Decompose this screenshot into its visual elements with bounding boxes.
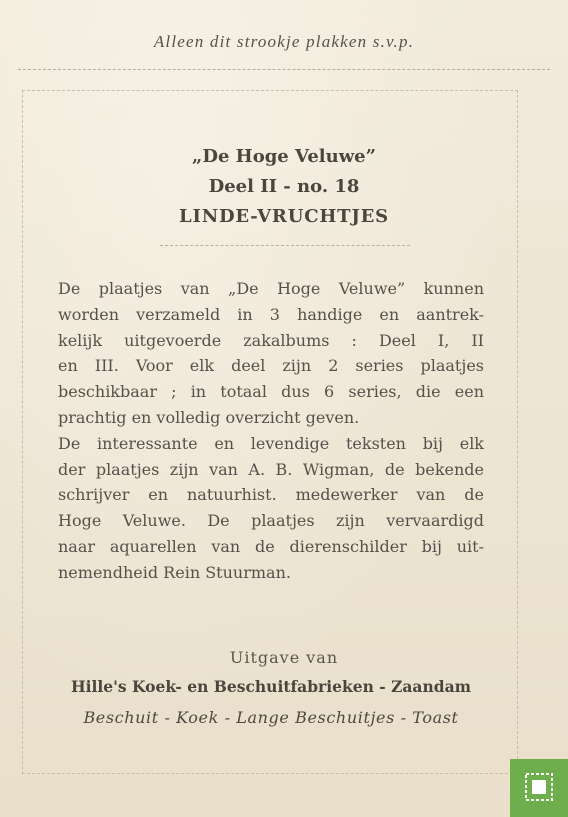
text-line: en III. Voor elk deel zijn 2 series plaatjes bbox=[58, 356, 484, 376]
cut-instruction: Alleen dit strookje plakken s.v.p. bbox=[153, 32, 415, 51]
text-line: Hoge Veluwe. De plaatjes zijn vervaardigd bbox=[58, 511, 484, 531]
text-line: De interessante en levendige teksten bij elk bbox=[58, 433, 484, 453]
text-line: prachtig en volledig overzicht geven. bbox=[58, 407, 360, 427]
text-line: nemendheid Rein Stuurman. bbox=[58, 562, 291, 582]
perforation-line bbox=[18, 69, 550, 70]
text-line: der plaatjes zijn van A. B. Wigman, de bekende bbox=[58, 459, 484, 479]
publisher-name: Hille's Koek- en Beschuitfabrieken - Zaandam bbox=[70, 677, 472, 696]
text-line: De plaatjes van „De Hoge Veluwe” kunnen bbox=[58, 279, 484, 298]
description-text bbox=[58, 276, 484, 586]
text-line: naar aquarellen van de dierenschilder bij uit- bbox=[58, 536, 484, 556]
part-number: Deel II - no. 18 bbox=[208, 176, 360, 197]
text-line: kelijk uitgevoerde zakalbums : Deel I, II bbox=[58, 330, 484, 350]
product-line: Beschuit - Koek - Lange Beschuitjes - Toast bbox=[83, 708, 459, 727]
text-line: beschikbaar ; in totaal dus 6 series, die een bbox=[58, 382, 484, 402]
series-title: „De Hoge Veluwe” bbox=[192, 146, 376, 167]
title-divider bbox=[160, 245, 410, 246]
stamp-icon bbox=[523, 771, 555, 803]
text-line: worden verzameld in 3 handige en aantrek- bbox=[58, 304, 484, 324]
text-line: schrijver en natuurhist. medewerker van de bbox=[58, 485, 484, 505]
corner-tab[interactable] bbox=[510, 759, 568, 817]
subject-title: LINDE-VRUCHTJES bbox=[179, 206, 389, 227]
publisher-lead: Uitgave van bbox=[229, 648, 339, 667]
